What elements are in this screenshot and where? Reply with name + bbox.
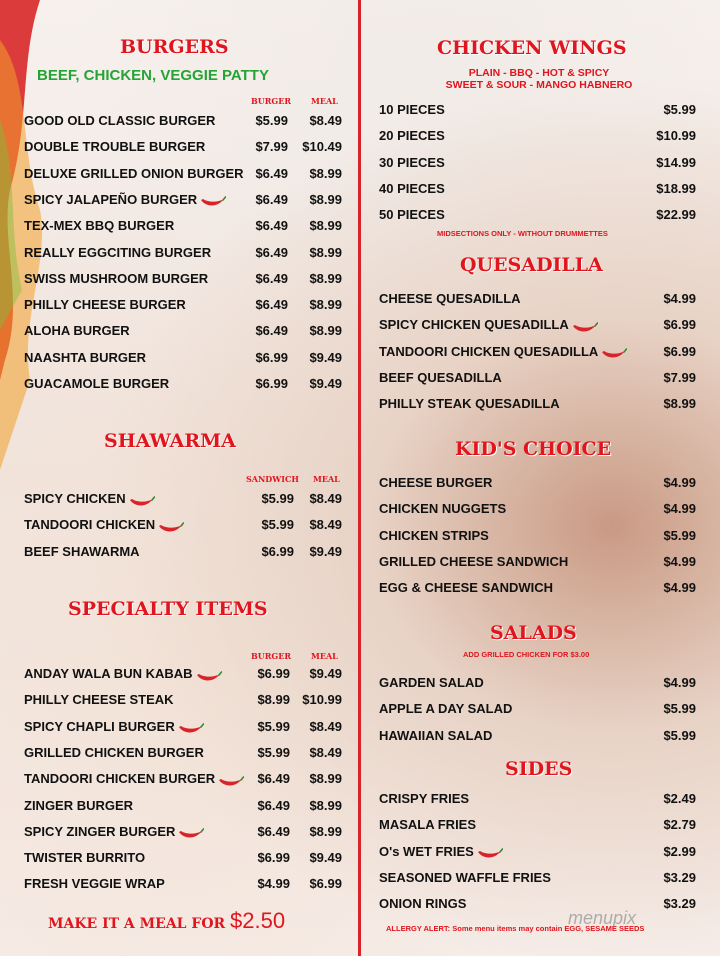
item-name: 40 PIECES xyxy=(379,180,445,196)
item-name: ONION RINGS xyxy=(379,896,467,912)
menu-item xyxy=(379,868,696,888)
item-name: CHICKEN STRIPS xyxy=(379,527,489,543)
item-name: CHEESE QUESADILLA xyxy=(379,291,521,306)
item-price-meal: $8.99 xyxy=(309,191,342,207)
item-name: NAASHTA BURGER xyxy=(24,349,147,365)
item-name: BEEF QUESADILLA xyxy=(379,369,502,385)
item-price: $22.99 xyxy=(656,207,696,223)
kids-title: KID'S CHOICE xyxy=(455,438,612,460)
item-price-meal: $10.49 xyxy=(302,139,342,155)
menu-item xyxy=(24,137,342,157)
burgers-col-meal: MEAL xyxy=(311,96,338,106)
chili-pepper-icon xyxy=(572,320,598,332)
menu-item xyxy=(379,673,696,693)
item-price-meal: $8.99 xyxy=(309,771,342,787)
item-price-meal: $8.99 xyxy=(309,323,342,339)
sides-title: SIDES xyxy=(505,758,573,780)
specialty-col-burger: BURGER xyxy=(251,651,291,661)
item-name: GOOD OLD CLASSIC BURGER xyxy=(24,113,216,128)
item-price-meal: $8.49 xyxy=(309,113,342,128)
chili-pepper-icon xyxy=(477,846,503,858)
item-price-meal: $8.99 xyxy=(309,297,342,313)
wings-flavors-1: PLAIN - BBQ - HOT & SPICY xyxy=(468,67,610,79)
item-price: $4.99 xyxy=(663,475,696,490)
item-price-single: $6.99 xyxy=(255,376,288,391)
item-price: $8.99 xyxy=(663,396,696,412)
menu-item xyxy=(24,243,342,263)
item-name: 30 PIECES xyxy=(379,154,445,170)
burgers-title: BURGERS xyxy=(120,36,229,58)
item-price: $3.29 xyxy=(663,896,696,912)
item-price-single: $6.49 xyxy=(257,771,290,787)
menu-item xyxy=(24,743,342,763)
item-price: $5.99 xyxy=(663,527,696,543)
item-name: TANDOORI CHICKEN QUESADILLA xyxy=(379,342,627,362)
burgers-col-burger: BURGER xyxy=(251,96,291,106)
item-price-single: $6.49 xyxy=(255,270,288,286)
item-name: 50 PIECES xyxy=(379,207,445,223)
item-price-single: $8.99 xyxy=(257,692,290,708)
item-name: MASALA FRIES xyxy=(379,817,477,833)
shawarma-col-sandwich: SANDWICH xyxy=(246,474,299,484)
menu-item xyxy=(379,789,696,809)
item-name: TWISTER BURRITO xyxy=(24,850,146,866)
item-name: ANDAY WALA BUN KABAB xyxy=(24,664,222,684)
chili-pepper-icon xyxy=(196,669,222,681)
item-name: TEX-MEX BBQ BURGER xyxy=(24,218,175,234)
item-price-single: $6.49 xyxy=(255,323,288,339)
item-price-single: $6.49 xyxy=(255,191,288,207)
item-name: GRILLED CHICKEN BURGER xyxy=(24,744,204,760)
wings-title: CHICKEN WINGS xyxy=(437,37,627,59)
item-price: $2.49 xyxy=(663,791,696,806)
item-price-meal: $9.49 xyxy=(309,349,342,365)
menu-item xyxy=(24,348,342,368)
menu-item xyxy=(379,179,696,199)
item-name: SWISS MUSHROOM BURGER xyxy=(24,270,209,286)
item-price-meal: $8.49 xyxy=(309,744,342,760)
item-name: O's WET FRIES xyxy=(379,842,503,862)
menu-item xyxy=(379,342,696,362)
item-price: $5.99 xyxy=(663,701,696,717)
item-name: SPICY CHICKEN QUESADILLA xyxy=(379,315,598,335)
item-name: ZINGER BURGER xyxy=(24,797,134,813)
item-name: CRISPY FRIES xyxy=(379,791,470,806)
chili-pepper-icon xyxy=(200,194,226,206)
menu-item xyxy=(24,848,342,868)
item-price-single: $4.99 xyxy=(257,876,290,892)
item-price: $7.99 xyxy=(663,369,696,385)
item-price: $3.29 xyxy=(663,869,696,885)
menu-item xyxy=(24,295,342,315)
menu-item xyxy=(24,111,342,131)
menu-item xyxy=(24,717,342,737)
menu-item xyxy=(379,100,696,120)
menu-item xyxy=(379,726,696,746)
item-price-single: $6.99 xyxy=(257,850,290,866)
item-price: $10.99 xyxy=(656,128,696,144)
item-name: BEEF SHAWARMA xyxy=(24,543,140,559)
item-price-single: $5.99 xyxy=(261,517,294,533)
item-price: $14.99 xyxy=(656,154,696,170)
item-price-single: $6.49 xyxy=(255,244,288,260)
meal-offer-text: MAKE IT A MEAL FOR xyxy=(48,916,226,932)
item-name: SPICY JALAPEÑO BURGER xyxy=(24,190,226,210)
item-price-meal: $9.49 xyxy=(309,543,342,559)
item-price-single: $5.99 xyxy=(257,718,290,734)
item-name: TANDOORI CHICKEN BURGER xyxy=(24,769,244,789)
item-name: SPICY CHAPLI BURGER xyxy=(24,717,204,737)
menu-item xyxy=(379,552,696,572)
shawarma-title: SHAWARMA xyxy=(104,430,236,452)
item-name: PHILLY CHEESE STEAK xyxy=(24,692,174,708)
item-price: $6.99 xyxy=(663,317,696,333)
column-divider xyxy=(358,0,361,956)
menu-item xyxy=(24,321,342,341)
item-price: $4.99 xyxy=(663,580,696,596)
item-name: GRILLED CHEESE SANDWICH xyxy=(379,553,569,569)
allergy-alert: ALLERGY ALERT: Some menu items may contain EGG, SESAME SEEDS xyxy=(386,924,645,933)
menu-item xyxy=(379,153,696,173)
item-price-single: $5.99 xyxy=(261,491,294,506)
menu-item xyxy=(24,374,342,394)
item-name: TANDOORI CHICKEN xyxy=(24,515,184,535)
menu-item xyxy=(24,769,342,789)
menu-item xyxy=(24,690,342,710)
item-price-meal: $8.49 xyxy=(309,491,342,506)
menu-item xyxy=(24,164,342,184)
watermark: menupix xyxy=(568,908,637,928)
item-price-meal: $9.49 xyxy=(309,850,342,866)
item-price: $2.99 xyxy=(663,843,696,859)
item-name: CHICKEN NUGGETS xyxy=(379,501,507,517)
chili-pepper-icon xyxy=(601,346,627,358)
item-price-meal: $8.99 xyxy=(309,797,342,813)
item-price-meal: $8.49 xyxy=(309,718,342,734)
item-name: PHILLY CHEESE BURGER xyxy=(24,297,186,313)
menu-item xyxy=(379,205,696,225)
item-price: $6.99 xyxy=(663,343,696,359)
item-price-meal: $9.49 xyxy=(309,376,342,391)
item-price-single: $6.49 xyxy=(255,297,288,313)
item-name: PHILLY STEAK QUESADILLA xyxy=(379,396,560,412)
menu-item xyxy=(24,216,342,236)
menu-item xyxy=(379,578,696,598)
wings-flavors-2: SWEET & SOUR - MANGO HABNERO xyxy=(445,79,633,91)
meal-offer xyxy=(48,908,285,934)
item-price-meal: $8.99 xyxy=(309,244,342,260)
item-price-single: $5.99 xyxy=(257,744,290,760)
item-price-single: $6.49 xyxy=(257,823,290,839)
menu-item xyxy=(379,842,696,862)
item-price: $4.99 xyxy=(663,675,696,690)
menu-item xyxy=(24,822,342,842)
chili-pepper-icon xyxy=(178,826,204,838)
salads-note: ADD GRILLED CHICKEN FOR $3.00 xyxy=(463,650,590,659)
menu-item xyxy=(379,699,696,719)
item-name: CHEESE BURGER xyxy=(379,475,493,490)
item-price-meal: $8.99 xyxy=(309,823,342,839)
quesadilla-title: QUESADILLA xyxy=(460,254,603,276)
menu-item xyxy=(379,894,696,914)
chili-pepper-icon xyxy=(129,494,155,506)
item-price-single: $7.99 xyxy=(255,139,288,155)
item-name: HAWAIIAN SALAD xyxy=(379,727,493,743)
item-name: SPICY CHICKEN xyxy=(24,489,155,509)
item-price-single: $6.49 xyxy=(255,218,288,234)
item-price-meal: $8.99 xyxy=(309,270,342,286)
item-name: 20 PIECES xyxy=(379,128,445,144)
item-price-meal: $6.99 xyxy=(309,876,342,892)
item-price: $4.99 xyxy=(663,501,696,517)
item-price-single: $6.99 xyxy=(261,543,294,559)
item-price-meal: $8.99 xyxy=(309,165,342,181)
chili-pepper-icon xyxy=(158,520,184,532)
chili-pepper-icon xyxy=(178,721,204,733)
wings-note: MIDSECTIONS ONLY - WITHOUT DRUMMETTES xyxy=(437,229,608,238)
item-price-meal: $8.99 xyxy=(309,218,342,234)
menu-item xyxy=(379,526,696,546)
burgers-subtitle: BEEF, CHICKEN, VEGGIE PATTY xyxy=(37,67,269,84)
meal-offer-price: $2.50 xyxy=(230,908,286,933)
item-price: $5.99 xyxy=(663,102,696,117)
menu-item xyxy=(24,796,342,816)
menu-item xyxy=(24,542,342,562)
item-price: $5.99 xyxy=(663,727,696,743)
menu-item xyxy=(379,368,696,388)
item-price-single: $6.49 xyxy=(255,165,288,181)
menu-item xyxy=(379,499,696,519)
item-name: DOUBLE TROUBLE BURGER xyxy=(24,139,206,155)
item-price-single: $6.99 xyxy=(255,349,288,365)
menu-item xyxy=(24,664,342,684)
menu-item xyxy=(379,289,696,309)
menu-item xyxy=(379,126,696,146)
item-name: EGG & CHEESE SANDWICH xyxy=(379,580,554,596)
item-name: DELUXE GRILLED ONION BURGER xyxy=(24,165,244,181)
menu-item xyxy=(379,473,696,493)
item-name: SEASONED WAFFLE FRIES xyxy=(379,869,551,885)
specialty-title: SPECIALTY ITEMS xyxy=(68,598,268,620)
menu-item xyxy=(379,394,696,414)
item-price-meal: $9.49 xyxy=(309,666,342,681)
item-price-single: $5.99 xyxy=(255,113,288,128)
menu-item xyxy=(24,874,342,894)
salads-title: SALADS xyxy=(490,622,577,644)
menu-item xyxy=(24,190,342,210)
item-name: FRESH VEGGIE WRAP xyxy=(24,876,165,892)
item-price-meal: $10.99 xyxy=(302,692,342,708)
item-price: $4.99 xyxy=(663,553,696,569)
menu-item xyxy=(24,489,342,509)
chili-pepper-icon xyxy=(218,774,244,786)
item-price-single: $6.49 xyxy=(257,797,290,813)
item-name: 10 PIECES xyxy=(379,102,445,117)
item-name: SPICY ZINGER BURGER xyxy=(24,822,204,842)
menu-item xyxy=(379,315,696,335)
item-price: $4.99 xyxy=(663,291,696,306)
menu-item xyxy=(24,515,342,535)
item-price-meal: $8.49 xyxy=(309,517,342,533)
item-price-single: $6.99 xyxy=(257,666,290,681)
shawarma-col-meal: MEAL xyxy=(313,474,340,484)
menu-item xyxy=(379,815,696,835)
item-name: REALLY EGGCITING BURGER xyxy=(24,244,212,260)
item-name: GARDEN SALAD xyxy=(379,675,484,690)
item-name: APPLE A DAY SALAD xyxy=(379,701,513,717)
specialty-col-meal: MEAL xyxy=(311,651,338,661)
menu-item xyxy=(24,269,342,289)
item-price: $2.79 xyxy=(663,817,696,833)
item-name: GUACAMOLE BURGER xyxy=(24,376,170,391)
item-name: ALOHA BURGER xyxy=(24,323,130,339)
item-price: $18.99 xyxy=(656,180,696,196)
